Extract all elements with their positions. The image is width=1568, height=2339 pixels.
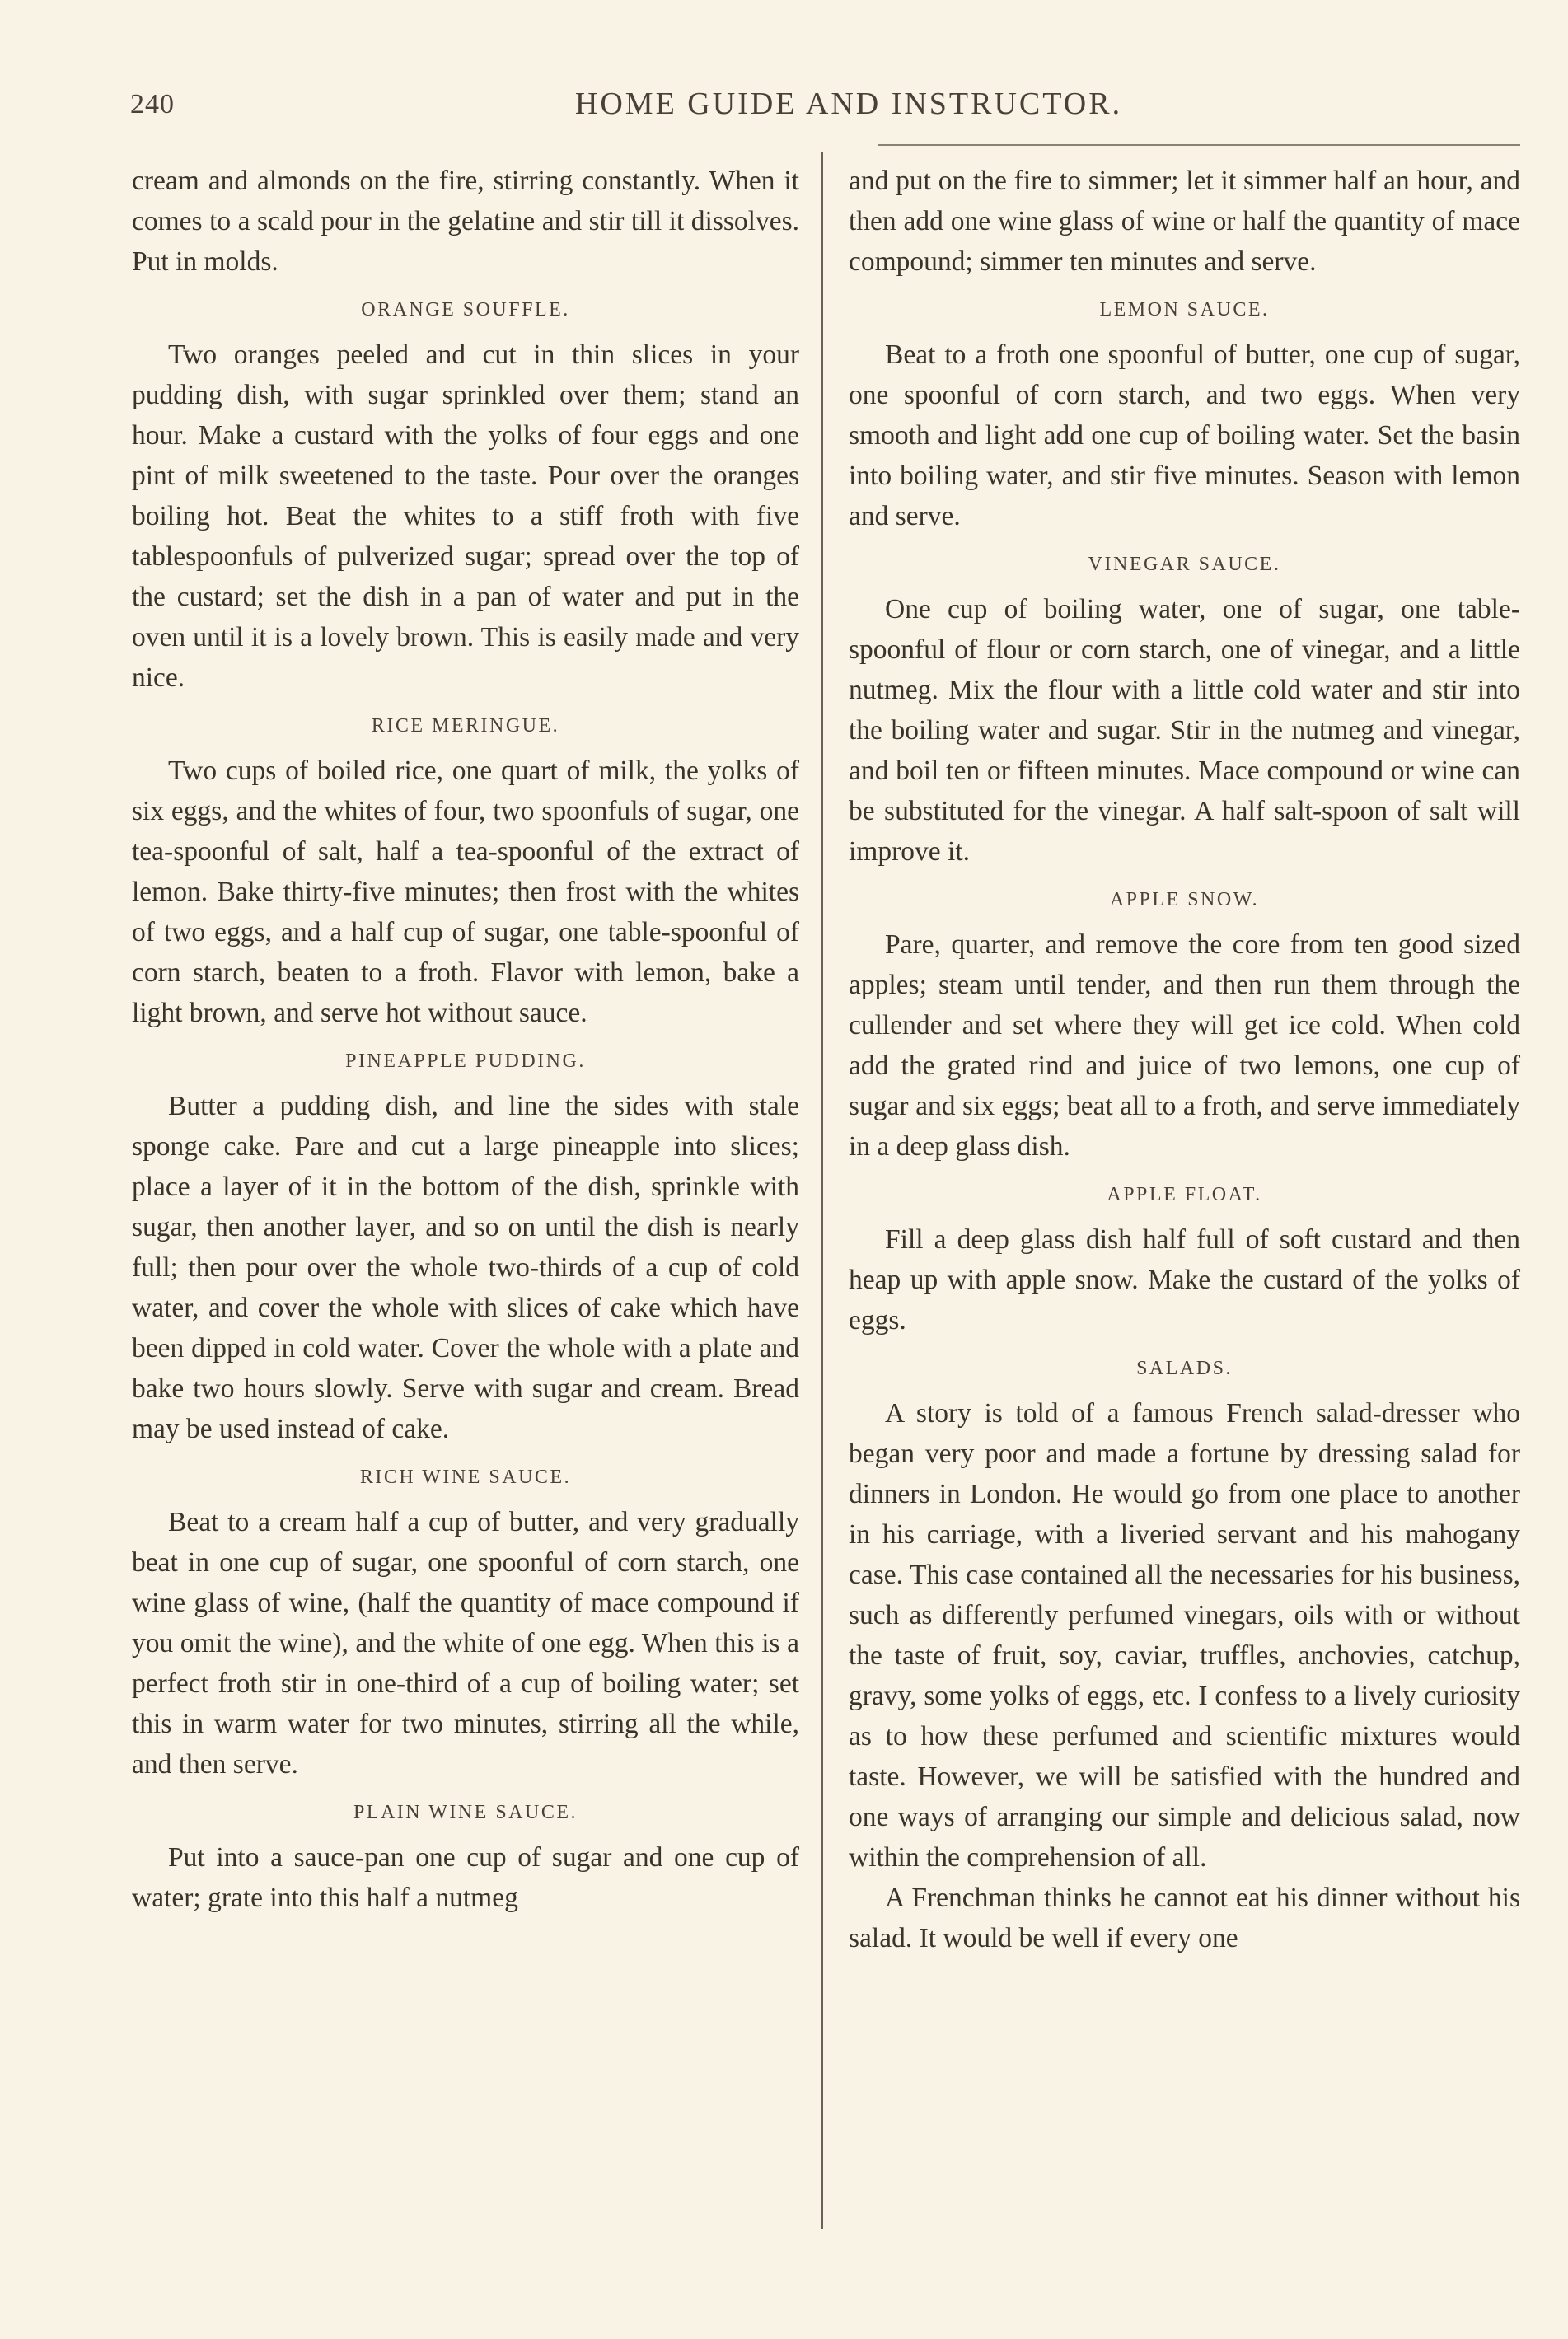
left-column xyxy=(132,161,799,1918)
right-column xyxy=(849,161,1520,1958)
header-rule xyxy=(878,144,1520,146)
continued-text: and put on the fire to simmer; let it simmer half an hour, and then add one wine glass of wine or half the quantity of mace compound; simmer ten minutes and serve. xyxy=(849,166,1520,277)
section-heading-orange-souffle: ORANGE SOUFFLE. xyxy=(361,299,570,320)
section-heading-vinegar-sauce: VINEGAR SAUCE. xyxy=(1088,554,1281,575)
section-heading-apple-float: APPLE FLOAT. xyxy=(1107,1184,1262,1205)
section-heading-rice-meringue: RICE MERINGUE. xyxy=(371,715,560,737)
column-divider xyxy=(821,152,823,2229)
recipe-rich-wine-sauce: Beat to a cream half a cup of butter, and very gradually beat in one cup of sugar, one spoonful of corn starch, one wine glass of wine, (half the quantity of mace compound if you omit the wine), and the white of one egg. When this is a perfect froth stir in one-third of a cup of boiling water; set this in warm water for two minutes, stirring all the while, and then serve. xyxy=(132,1507,799,1780)
recipe-plain-wine-sauce: Put into a sauce-pan one cup of sugar and one cup of water; grate into this half a nutmeg xyxy=(132,1842,799,1913)
recipe-orange-souffle: Two oranges peeled and cut in thin slices in your pudding dish, with sugar sprinkled over them; stand an hour. Make a custard with the yolks of four eggs and one pint of milk sweetened to the taste. Pour over the oranges boiling hot. Beat the whites to a stiff froth with five tablespoonfuls of pulverized sugar; spread over the top of the custard; set the dish in a pan of water and put in the oven until it is a lovely brown. This is easily made and very nice. xyxy=(132,339,799,693)
section-heading-salads: SALADS. xyxy=(1136,1358,1233,1379)
section-heading-rich-wine-sauce: RICH WINE SAUCE. xyxy=(359,1467,572,1488)
recipe-lemon-sauce: Beat to a froth one spoonful of butter, one cup of sugar, one spoonful of corn starch, and two eggs. When very smooth and light add one cup of boiling water. Set the basin into boiling water, and stir five minutes. Season with lemon and serve. xyxy=(849,339,1520,531)
section-heading-pineapple-pudding: PINEAPPLE PUDDING. xyxy=(345,1050,586,1072)
recipe-apple-snow: Pare, quarter, and remove the core from ten good sized apples; steam until tender, and then run them through the cullender and set where they will get ice cold. When cold add the grated rind and juice of two lemons, one cup of sugar and six eggs; beat all to a froth, and serve immediately in a deep glass dish. xyxy=(849,929,1520,1162)
page-number: 240 xyxy=(130,89,175,119)
recipe-vinegar-sauce: One cup of boiling water, one of sugar, one table-spoonful of flour or corn starch, one of vinegar, and a little nutmeg. Mix the flour with a little cold water and stir into the boiling water and sugar. Stir in the nutmeg and vinegar, and boil ten or fifteen minutes. Mace compound or wine can be substituted for the vinegar. A half salt-spoon of salt will improve it. xyxy=(849,594,1520,867)
recipe-pineapple-pudding: Butter a pudding dish, and line the sides with stale sponge cake. Pare and cut a large pineapple into slices; place a layer of it in the bottom of the dish, sprinkle with sugar, then another layer, and so on until the dish is nearly full; then pour over the whole two-thirds of a cup of cold water, and cover the whole with slices of cake which have been dipped in cold water. Cover the whole with a plate and bake two hours slowly. Serve with sugar and cream. Bread may be used instead of cake. xyxy=(132,1091,799,1444)
recipe-apple-float: Fill a deep glass dish half full of soft custard and then heap up with apple snow. Make the custard of the yolks of eggs. xyxy=(849,1224,1520,1336)
salads-paragraph-1: A story is told of a famous French salad-dresser who began very poor and made a fortune by dressing salad for dinners in London. He would go from one place to another in his carriage, with a liveried servant and his mahogany case. This case contained all the necessaries for his business, such as differently perfumed vinegars, oils with or without the taste of fruit, soy, caviar, truffles, anchovies, catchup, gravy, some yolks of eggs, etc. I confess to a lively curiosity as to how these perfumed and scientific mixtures would taste. However, we will be satisfied with the hundred and one ways of arranging our simple and delicious salad, now within the comprehension of all. xyxy=(849,1398,1520,1873)
running-head-title: HOME GUIDE AND INSTRUCTOR. xyxy=(574,87,1123,121)
salads-paragraph-2: A Frenchman thinks he cannot eat his dinner without his salad. It would be well if every one xyxy=(849,1883,1520,1953)
continued-text: cream and almonds on the fire, stirring constantly. When it comes to a scald pour in the gelatine and stir till it dissolves. Put in molds. xyxy=(132,166,799,277)
section-heading-apple-snow: APPLE SNOW. xyxy=(1109,889,1260,910)
recipe-rice-meringue: Two cups of boiled rice, one quart of milk, the yolks of six eggs, and the whites of four, two spoonfuls of sugar, one tea-spoonful of salt, half a tea-spoonful of the extract of lemon. Bake thirty-five minutes; then frost with the whites of two eggs, and a half cup of sugar, one table-spoonful of corn starch, beaten to a froth. Flavor with lemon, bake a light brown, and serve hot without sauce. xyxy=(132,755,799,1028)
section-heading-lemon-sauce: LEMON SAUCE. xyxy=(1099,299,1270,320)
section-heading-plain-wine-sauce: PLAIN WINE SAUCE. xyxy=(353,1802,578,1823)
